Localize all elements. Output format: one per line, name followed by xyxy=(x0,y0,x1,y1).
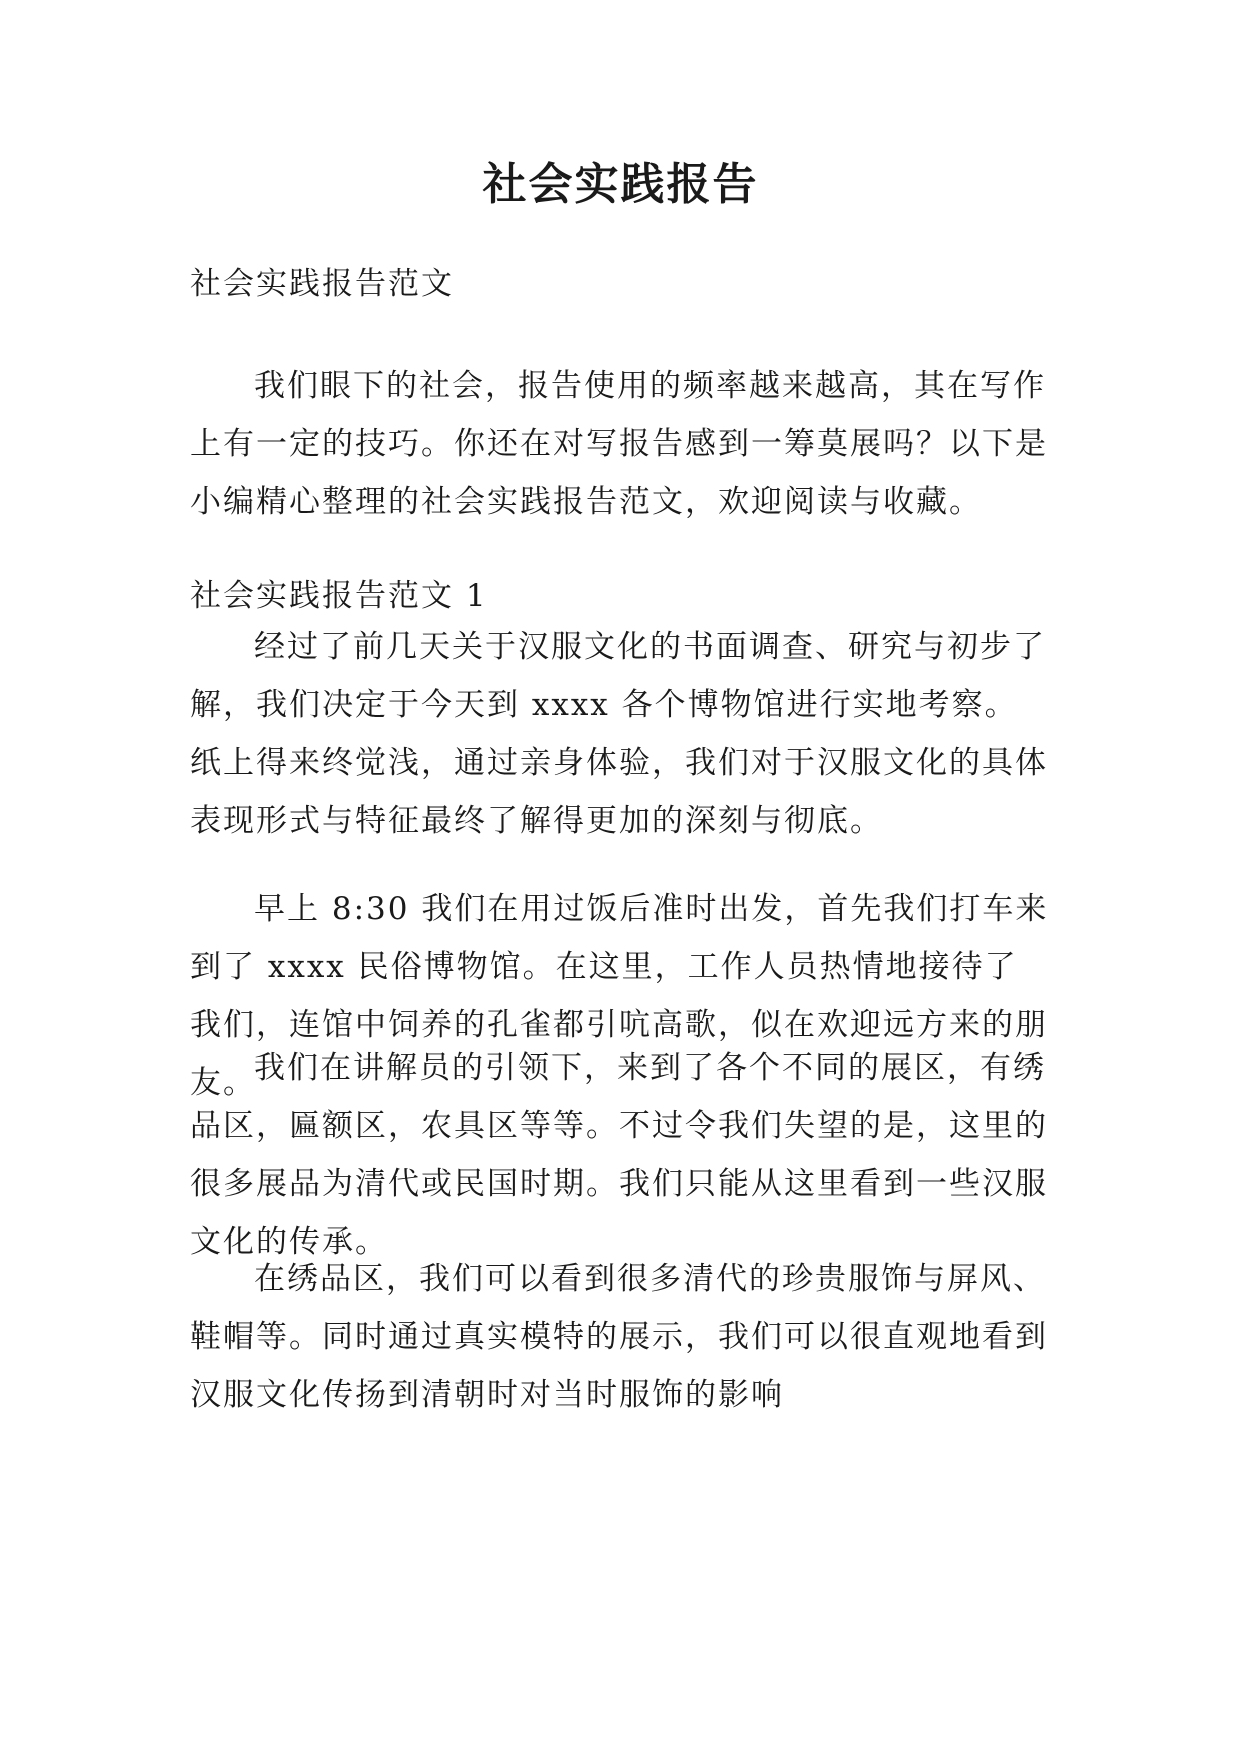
section-heading: 社会实践报告范文 1 xyxy=(190,578,488,614)
intro-paragraph: 我们眼下的社会，报告使用的频率越来越高，其在写作上有一定的技巧。你还在对写报告感到一筹莫展吗？以下是小编精心整理的社会实践报告范文，欢迎阅读与收藏。 xyxy=(190,368,1048,520)
body-paragraph: 我们在讲解员的引领下，来到了各个不同的展区，有绣品区，匾额区，农具区等等。不过令我们失望的是，这里的很多展品为清代或民国时期。我们只能从这里看到一些汉服文化的传承。 xyxy=(190,1050,1048,1260)
body-paragraph: 早上 8:30 我们在用过饭后准时出发，首先我们打车来到了 xxxx 民俗博物馆。在这里，工作人员热情地接待了我们，连馆中饲养的孔雀都引吭高歌，似在欢迎远方来的朋友。 xyxy=(190,891,1049,1101)
document-subtitle: 社会实践报告范文 xyxy=(190,266,454,302)
document-title: 社会实践报告 xyxy=(482,159,759,210)
body-paragraph: 经过了前几天关于汉服文化的书面调查、研究与初步了解，我们决定于今天到 xxxx 各个博物馆进行实地考察。纸上得来终觉浅，通过亲身体验，我们对于汉服文化的具体表现形式与特征最终了解得更加的深刻与彻底。 xyxy=(190,629,1048,839)
body-paragraph: 在绣品区，我们可以看到很多清代的珍贵服饰与屏风、鞋帽等。同时通过真实模特的展示，我们可以很直观地看到汉服文化传扬到清朝时对当时服饰的影响 xyxy=(190,1261,1048,1413)
